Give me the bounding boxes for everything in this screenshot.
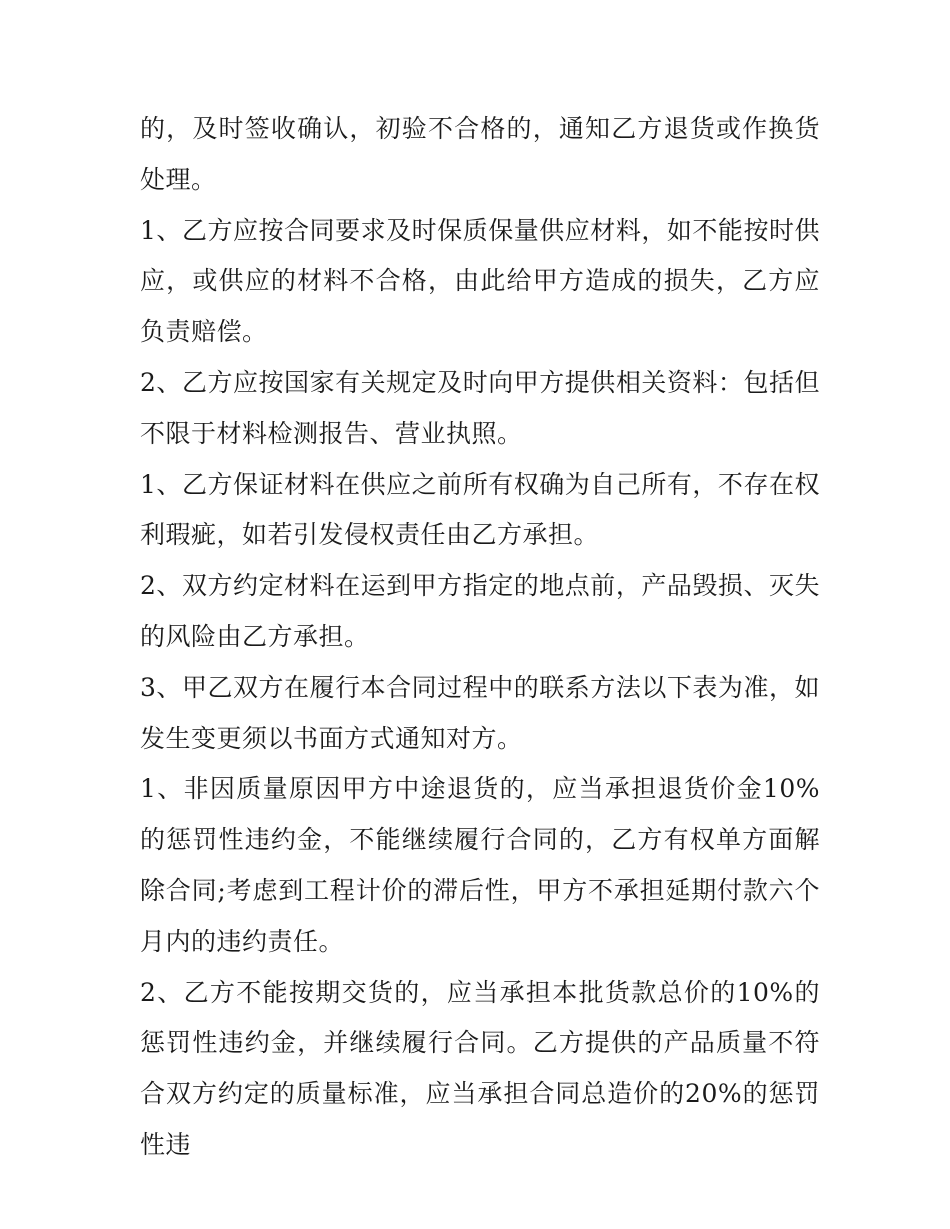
paragraph-documents: 2、乙方应按国家有关规定及时向甲方提供相关资料：包括但不限于材料检测报告、营业执照。 <box>140 367 820 448</box>
paragraph-contact: 3、甲乙双方在履行本合同过程中的联系方法以下表为准，如发生变更须以书面方式通知对方。 <box>140 672 820 753</box>
document-body <box>140 104 820 1171</box>
paragraph-supply-quality: 1、乙方应按合同要求及时保质保量供应材料，如不能按时供应，或供应的材料不合格，由此给甲方造成的损失，乙方应负责赔偿。 <box>140 215 820 347</box>
paragraph-seller-breach: 2、乙方不能按期交货的，应当承担本批货款总价的10%的惩罚性违约金，并继续履行合同。乙方提供的产品质量不符合双方约定的质量标准，应当承担合同总造价的20%的惩罚性违 <box>140 977 820 1159</box>
paragraph-risk: 2、双方约定材料在运到甲方指定的地点前，产品毁损、灭失的风险由乙方承担。 <box>140 571 820 651</box>
paragraph-ownership: 1、乙方保证材料在供应之前所有权确为自己所有，不存在权利瑕疵，如若引发侵权责任由乙方承担。 <box>140 469 820 550</box>
paragraph-buyer-breach: 1、非因质量原因甲方中途退货的，应当承担退货价金10%的惩罚性违约金，不能继续履行合同的，乙方有权单方面解除合同;考虑到工程计价的滞后性，甲方不承担延期付款六个月内的违约责任。 <box>140 774 820 956</box>
paragraph-inspection-continued: 的，及时签收确认，初验不合格的，通知乙方退货或作换货处理。 <box>140 114 820 194</box>
